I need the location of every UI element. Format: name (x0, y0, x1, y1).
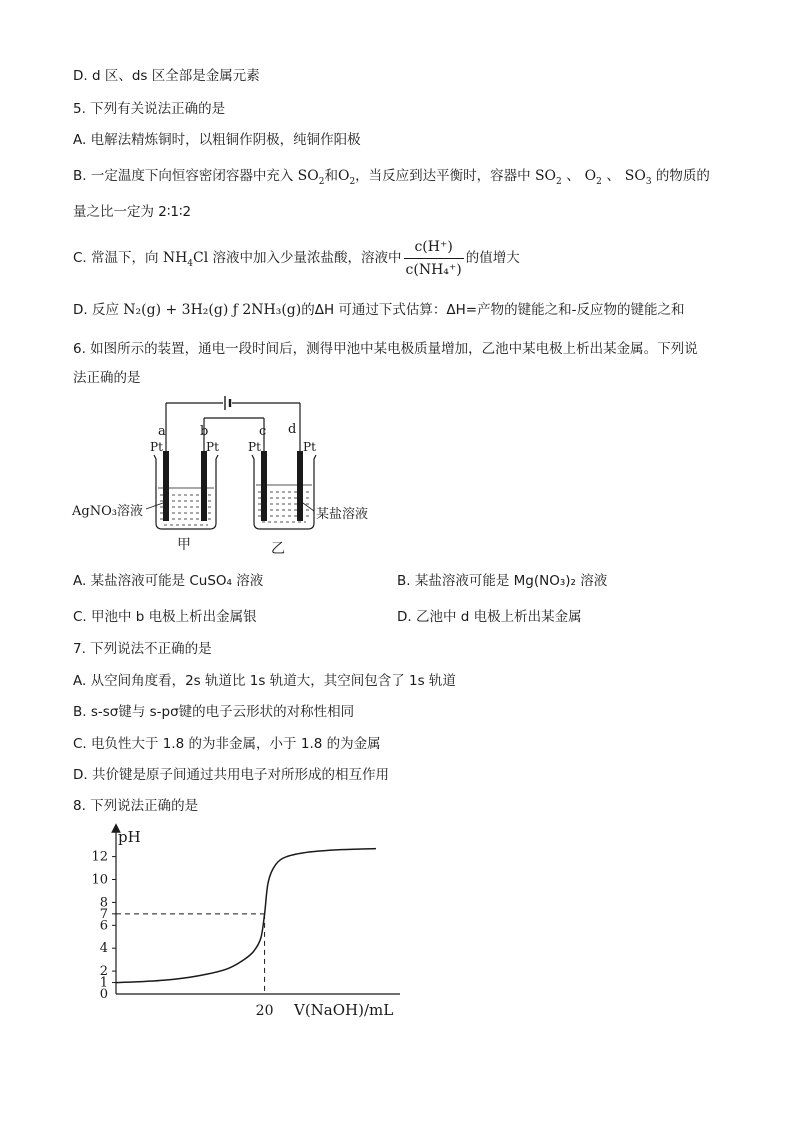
q7-stem: 7. 下列说法不正确的是 (73, 641, 212, 657)
q5-option-d-text1: D. 反应 (73, 302, 124, 318)
label-cell-jia: 甲 (177, 537, 191, 553)
label-pt-b: Pt (206, 440, 219, 454)
q5-option-b-and: 和 (324, 168, 338, 184)
q5-option-b (73, 167, 710, 185)
x-tick-group (256, 1003, 274, 1019)
q8-stem: 8. 下列说法正确的是 (73, 798, 199, 814)
y-tick-label: 2 (99, 964, 108, 980)
q6-option-b: B. 某盐溶液可能是 Mg(NO₃)₂ 溶液 (397, 573, 608, 589)
q5-option-b-text1: B. 一定温度下向恒容密闭容器中充入 (73, 168, 298, 184)
label-a: a (158, 424, 166, 439)
label-b: b (200, 424, 209, 439)
y-tick-label: 10 (91, 872, 108, 888)
y-tick-label: 8 (99, 895, 108, 911)
x-tick-label: 20 (255, 1003, 274, 1019)
y-tick-label: 6 (99, 918, 108, 934)
fraction-h-over-nh4 (404, 238, 464, 279)
formula-so2-o2-so3: $SO_2$ 、 $O_2$ 、 $SO_3$ (534, 168, 652, 187)
equation-haber: N₂(g) + 3H₂(g) ƒ 2NH₃(g) (123, 302, 302, 318)
q5-option-c-text2: 溶液中加入少量浓盐酸，溶液中 (208, 250, 402, 266)
x-axis-label: V(NaOH)/mL (294, 1001, 394, 1019)
y-tick-label: 7 (99, 906, 108, 922)
label-d: d (288, 422, 297, 437)
ph-titration-curve (116, 849, 376, 983)
q5-option-a: A. 电解法精炼铜时，以粗铜作阴极，纯铜作阳极 (73, 132, 361, 148)
label-pt-a: Pt (150, 440, 163, 454)
q6-stem-line2: 法正确的是 (73, 370, 141, 386)
q6-stem-line1: 6. 如图所示的装置，通电一段时间后，测得甲池中某电极质量增加，乙池中某电极上析出某金属。下列说 (73, 341, 698, 357)
q5-option-b-text2: ，当反应到达平衡时，容器中 (355, 168, 535, 184)
q6-option-d: D. 乙池中 d 电极上析出某金属 (397, 609, 582, 625)
q5-option-b-line2: 量之比一定为 2∶1∶2 (73, 204, 192, 220)
formula-nh4cl: $NH_4Cl$ (162, 250, 209, 269)
label-cell-yi: 乙 (271, 541, 285, 557)
q6-option-c: C. 甲池中 b 电极上析出金属银 (73, 609, 257, 625)
q7-option-c: C. 电负性大于 1.8 的为非金属，小于 1.8 的为金属 (73, 736, 381, 752)
y-tick-label: 0 (99, 987, 108, 1002)
titration-curve-chart (80, 822, 420, 1027)
q5-option-c (73, 235, 520, 281)
y-tick-label: 1 (99, 975, 108, 991)
q7-option-a: A. 从空间角度看，2s 轨道比 1s 轨道大，其空间包含了 1s 轨道 (73, 673, 456, 689)
label-left-solution: AgNO₃溶液 (72, 504, 143, 519)
q5-option-d (73, 301, 684, 319)
electrode-c (261, 451, 267, 521)
formula-so2: $SO_2$ (297, 168, 325, 187)
y-tick-label: 4 (99, 941, 108, 957)
fraction-numerator: c(H⁺) (404, 238, 464, 259)
q5-stem: 5. 下列有关说法正确的是 (73, 101, 226, 117)
label-pt-d: Pt (303, 440, 316, 454)
label-right-solution: 某盐溶液 (316, 507, 369, 522)
q7-option-b: B. s-sσ键与 s-pσ键的电子云形状的对称性相同 (73, 704, 355, 720)
q5-option-b-text3: 的物质的 (651, 168, 710, 184)
q5-option-c-text3: 的值增大 (465, 250, 520, 266)
electrode-a (163, 451, 169, 521)
y-axis-label: pH (118, 828, 141, 846)
q5-option-d-text2: 的ΔH 可通过下式估算：ΔH=产物的键能之和-反应物的键能之和 (301, 302, 685, 318)
q6-option-a: A. 某盐溶液可能是 CuSO₄ 溶液 (73, 573, 264, 589)
electrode-b (201, 451, 207, 521)
electrolysis-apparatus-diagram (66, 393, 396, 563)
y-tick-label: 12 (91, 849, 108, 865)
formula-o2: $O_2$ (337, 168, 356, 187)
label-pt-c: Pt (248, 440, 261, 454)
q5-option-c-text1: C. 常温下，向 (73, 250, 163, 266)
pointer-left-solution (146, 503, 163, 509)
electrode-d (297, 451, 303, 521)
label-c: c (259, 424, 267, 439)
q4-option-d: D. d 区、ds 区全部是金属元素 (73, 68, 260, 84)
fraction-denominator: c(NH₄⁺) (405, 261, 462, 278)
y-tick-group (91, 850, 116, 1002)
q7-option-d: D. 共价键是原子间通过共用电子对所形成的相互作用 (73, 767, 389, 783)
